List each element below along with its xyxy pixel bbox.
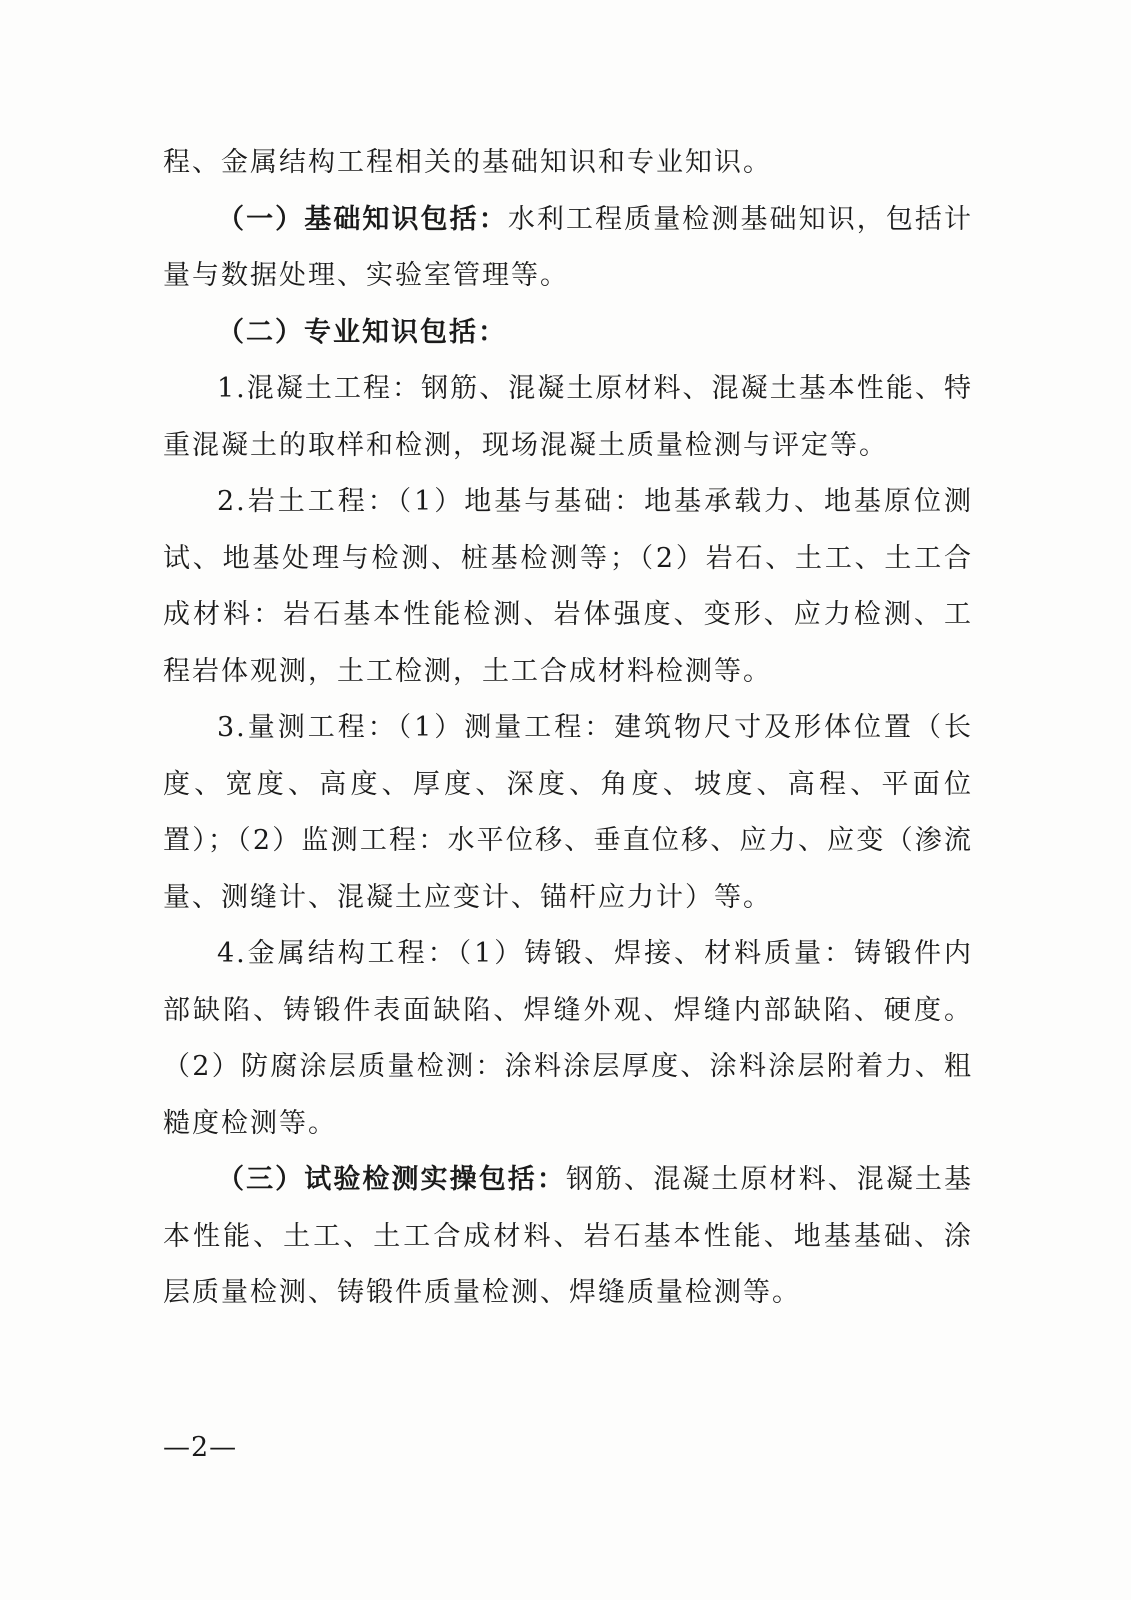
paragraph-4-text: 1.混凝土工程：钢筋、混凝土原材料、混凝土基本性能、特重混凝土的取样和检测，现场混凝土质量检测与评定等。	[163, 373, 973, 461]
paragraph-2	[163, 192, 973, 305]
paragraph-5	[163, 474, 973, 700]
body-text	[163, 135, 973, 1322]
paragraph-8	[163, 1152, 973, 1322]
paragraph-7-text: 4.金属结构工程：（1）铸锻、焊接、材料质量：铸锻件内部缺陷、铸锻件表面缺陷、焊缝外观、焊缝内部缺陷、硬度。（2）防腐涂层质量检测：涂料涂层厚度、涂料涂层附着力、粗糙度检测等。	[163, 938, 973, 1139]
paragraph-1-text: 程、金属结构工程相关的基础知识和专业知识。	[163, 147, 772, 178]
paragraph-2-text: 水利工程质量检测基础知识，包括计量与数据处理、实验室管理等。	[163, 203, 974, 291]
paragraph-3-lead: （二）专业知识包括：	[217, 316, 507, 348]
paragraph-6	[163, 700, 973, 926]
paragraph-6-text: 3.量测工程：（1）测量工程：建筑物尺寸及形体位置（长度、宽度、高度、厚度、深度、角度、坡度、高程、平面位置）；（2）监测工程：水平位移、垂直位移、应力、应变（渗流量、测缝计、混凝土应变计、锚杆应力计）等。	[163, 712, 973, 913]
paragraph-3	[163, 305, 973, 362]
paragraph-7	[163, 926, 973, 1152]
paragraph-8-text: 钢筋、混凝土原材料、混凝土基本性能、土工、土工合成材料、岩石基本性能、地基基础、涂层质量检测、铸锻件质量检测、焊缝质量检测等。	[163, 1164, 974, 1308]
paragraph-5-text: 2.岩土工程：（1）地基与基础：地基承载力、地基原位测试、地基处理与检测、桩基检测等；（2）岩石、土工、土工合成材料：岩石基本性能检测、岩体强度、变形、应力检测、工程岩体观测，土工检测，土工合成材料检测等。	[163, 486, 973, 687]
paragraph-1	[163, 135, 973, 192]
paragraph-8-lead: （三）试验检测实操包括：	[217, 1164, 566, 1195]
page-number: —2—	[163, 1432, 238, 1463]
paragraph-2-lead: （一）基础知识包括：	[217, 203, 508, 235]
paragraph-4	[163, 361, 973, 474]
